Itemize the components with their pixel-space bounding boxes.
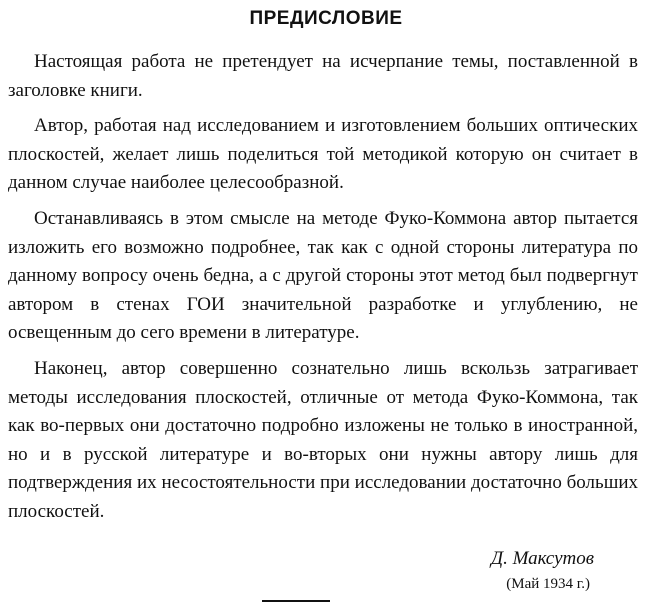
document-title: ПРЕДИСЛОВИЕ: [249, 8, 403, 29]
preface-body: [8, 48, 638, 534]
paragraph-3: Останавливаясь в этом смысле на методе Фуко-Коммона автор пытается изложить его возможно подробнее, так как с одной стороны литература по данному вопросу очень бедна, а с другой стороны этот метод был подвергнут автором в стенах ГОИ значительной разработке и углублению, не освещенным до сего времени в литературе.: [8, 207, 638, 344]
author-signature: Д. Максутов: [490, 548, 594, 569]
paragraph-2: Автор, работая над исследованием и изготовлением больших оптических плоскостей, желает лишь поделиться той методикой которую он считает в данном случае наиболее целесообразной.: [8, 115, 638, 194]
paragraph-1: Настоящая работа не претендует на исчерпание темы, поставленной в заголовке книги.: [8, 51, 638, 101]
closing-rule: [262, 600, 330, 602]
preface-date: (Май 1934 г.): [506, 576, 590, 592]
paragraph-4: Наконец, автор совершенно сознательно лишь вскользь затрагивает методы исследования плоскостей, отличные от метода Фуко-Коммона, так как во-первых они достаточно подробно изложены не только в иностранной, но и в русской литературе и во-вторых они нужны автору лишь для подтверждения их несостоятельности при исследовании достаточно больших плоскостей.: [8, 357, 638, 522]
